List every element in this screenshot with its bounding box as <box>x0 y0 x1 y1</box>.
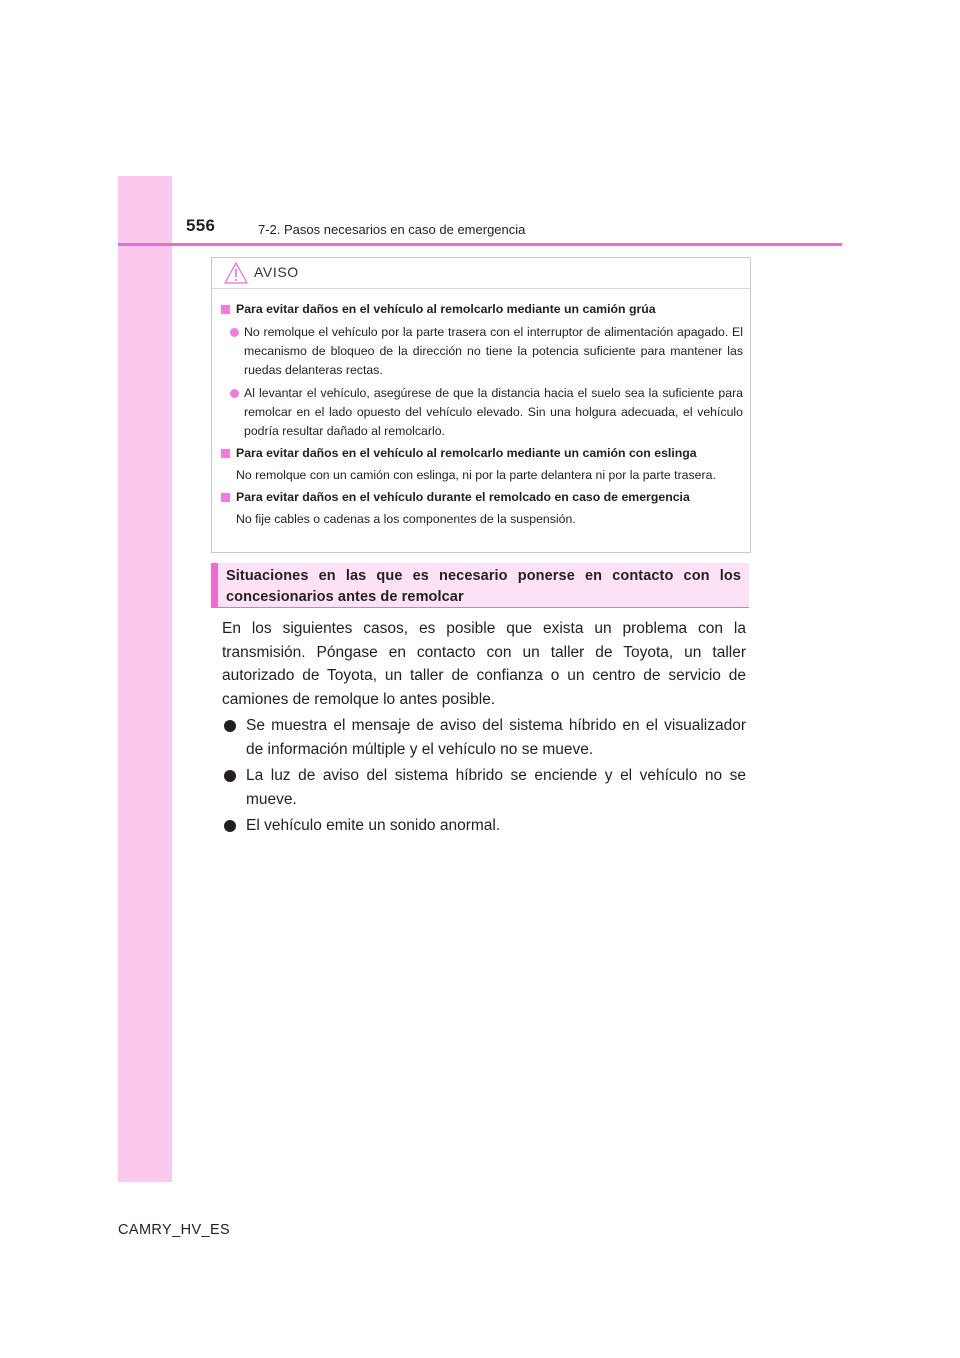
side-tab-band <box>118 176 172 1182</box>
warning-triangle-icon <box>224 262 248 284</box>
warning-text: No fije cables o cadenas a los componentes de la suspensión. <box>236 512 576 526</box>
warning-bullet: No remolque el vehículo por la parte trasera con el interruptor de alimentación apagado. El mecanismo de bloqueo de la dirección no tiene la potencia suficiente para mantener las ruedas delanteras rectas. <box>219 323 743 380</box>
header-rule <box>118 243 842 246</box>
list-item: Se muestra el mensaje de aviso del sistema híbrido en el visualizador de información múltiple y el vehículo no se mueve. <box>222 714 746 761</box>
page-number: 556 <box>186 216 216 235</box>
warning-item-title: Para evitar daños en el vehículo al remolcarlo mediante un camión grúa <box>219 300 743 319</box>
warning-body <box>212 289 750 529</box>
square-bullet-icon <box>221 305 230 314</box>
square-bullet-icon <box>221 449 230 458</box>
warning-bullet: Al levantar el vehículo, asegúrese de que la distancia hacia el suelo sea la suficiente para remolcar en el lado opuesto del vehículo elevado. Sin una holgura adecuada, el vehículo podría resultar dañado al remolcarlo. <box>219 384 743 441</box>
bullet-dot-icon <box>224 720 236 732</box>
model-code: CAMRY_HV_ES <box>118 1222 231 1238</box>
warning-text: No remolque con un camión con eslinga, ni por la parte delantera ni por la parte trasera. <box>236 468 716 482</box>
main-body <box>222 617 746 838</box>
warning-item-title: Para evitar daños en el vehículo durante el remolcado en caso de emergencia <box>219 488 743 507</box>
warning-label: AVISO <box>254 264 299 280</box>
bullet-dot-icon <box>224 820 236 832</box>
square-bullet-icon <box>221 493 230 502</box>
circle-bullet-icon <box>230 389 239 398</box>
list-item: La luz de aviso del sistema híbrido se enciende y el vehículo no se mueve. <box>222 764 746 811</box>
circle-bullet-icon <box>230 328 239 337</box>
warning-item-title: Para evitar daños en el vehículo al remolcarlo mediante un camión con eslinga <box>219 444 743 463</box>
section-title: 7-2. Pasos necesarios en caso de emergencia <box>258 222 526 237</box>
warning-header <box>212 258 750 289</box>
bullet-dot-icon <box>224 770 236 782</box>
intro-paragraph: En los siguientes casos, es posible que exista un problema con la transmisión. Póngase en contacto con un taller de Toyota, un taller autorizado de Toyota, un taller de confianza o un centro de servicio de camiones de remolque lo antes posible. <box>222 620 746 708</box>
list-item: El vehículo emite un sonido anormal. <box>222 814 746 838</box>
warning-box <box>211 257 751 553</box>
subsection-heading: Situaciones en las que es necesario ponerse en contacto con los concesionarios antes de remolcar <box>211 563 749 608</box>
